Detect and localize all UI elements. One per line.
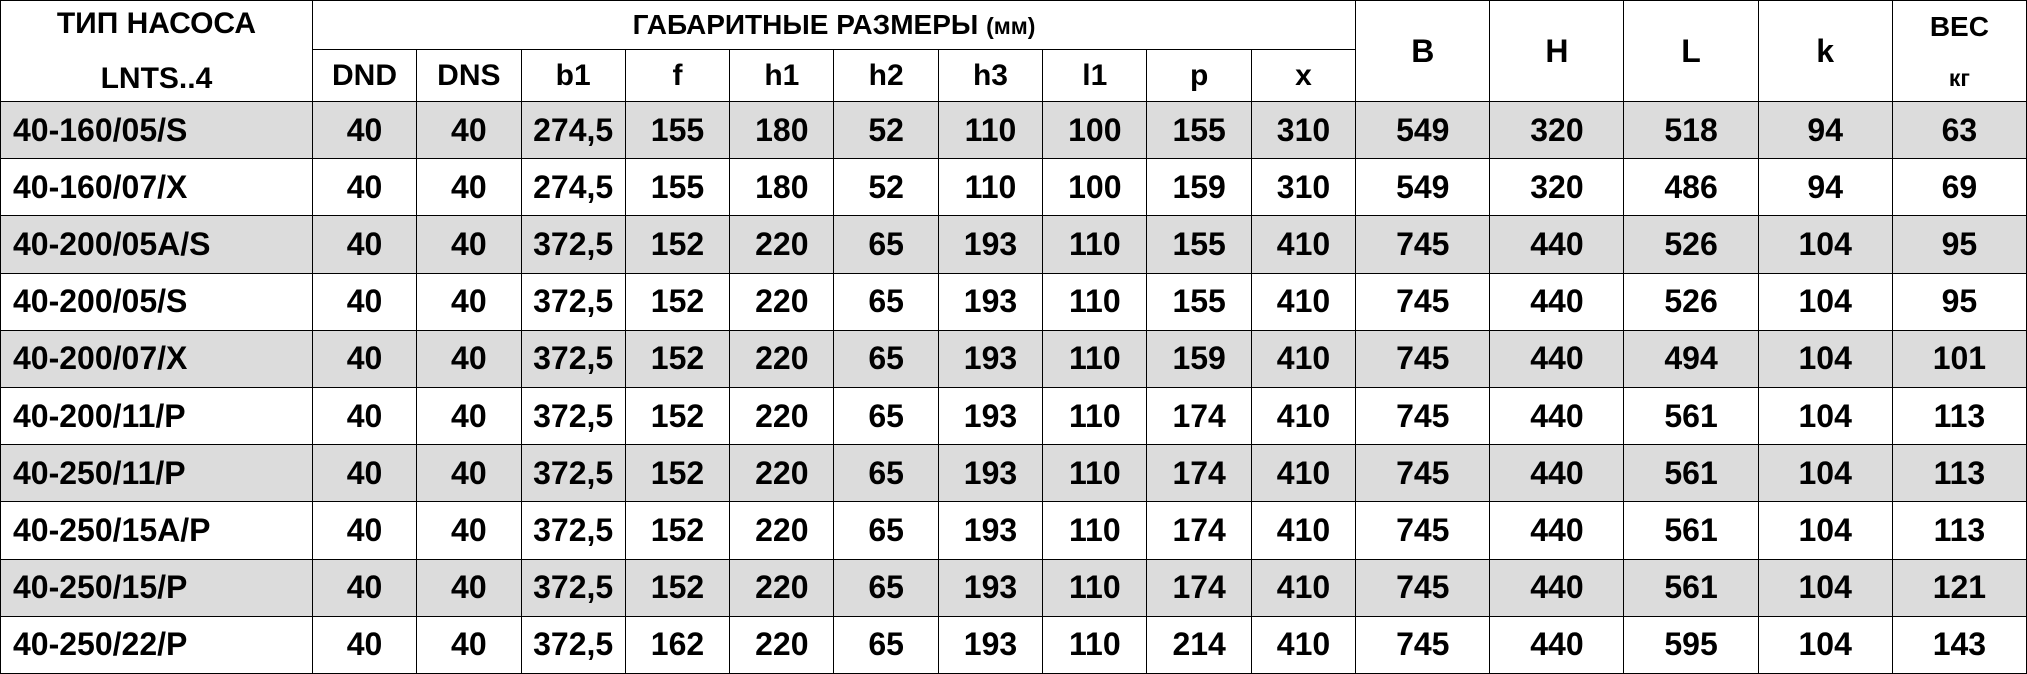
cell-h1: 220 <box>730 616 834 673</box>
header-col-k: k <box>1758 1 1892 102</box>
cell-l1: 110 <box>1043 616 1147 673</box>
cell-x: 410 <box>1251 502 1355 559</box>
cell-l1: 110 <box>1043 216 1147 273</box>
header-col-p: p <box>1147 50 1251 102</box>
cell-B: 745 <box>1356 616 1490 673</box>
cell-pump-model: 40-200/11/P <box>1 387 313 444</box>
cell-h3: 193 <box>938 330 1042 387</box>
cell-k: 104 <box>1758 387 1892 444</box>
cell-h2: 65 <box>834 273 938 330</box>
header-dimensions-group <box>312 1 1355 50</box>
cell-l1: 100 <box>1043 102 1147 159</box>
cell-DND: 40 <box>312 330 416 387</box>
cell-h1: 220 <box>730 216 834 273</box>
cell-h3: 193 <box>938 216 1042 273</box>
table-row <box>1 330 2027 387</box>
header-col-l1: l1 <box>1043 50 1147 102</box>
cell-DND: 40 <box>312 273 416 330</box>
cell-DNS: 40 <box>417 273 521 330</box>
header-col-x: x <box>1251 50 1355 102</box>
table-row <box>1 273 2027 330</box>
cell-H: 440 <box>1490 330 1624 387</box>
cell-x: 310 <box>1251 159 1355 216</box>
cell-f: 152 <box>625 330 729 387</box>
cell-h1: 220 <box>730 559 834 616</box>
cell-b1: 372,5 <box>521 330 625 387</box>
cell-DNS: 40 <box>417 445 521 502</box>
cell-l1: 110 <box>1043 559 1147 616</box>
cell-f: 152 <box>625 273 729 330</box>
table-row <box>1 387 2027 444</box>
table-row <box>1 216 2027 273</box>
cell-DND: 40 <box>312 616 416 673</box>
cell-p: 159 <box>1147 330 1251 387</box>
cell-DND: 40 <box>312 387 416 444</box>
cell-L: 561 <box>1624 387 1758 444</box>
cell-DNS: 40 <box>417 216 521 273</box>
cell-f: 152 <box>625 502 729 559</box>
table-header <box>1 1 2027 102</box>
cell-H: 320 <box>1490 102 1624 159</box>
header-col-h1: h1 <box>730 50 834 102</box>
cell-h1: 220 <box>730 387 834 444</box>
header-col-H: H <box>1490 1 1624 102</box>
cell-h1: 220 <box>730 273 834 330</box>
cell-weight: 113 <box>1892 502 2026 559</box>
cell-L: 561 <box>1624 559 1758 616</box>
header-weight-title: ВЕС <box>1929 10 1989 42</box>
cell-x: 410 <box>1251 273 1355 330</box>
cell-l1: 110 <box>1043 387 1147 444</box>
cell-x: 410 <box>1251 559 1355 616</box>
cell-h2: 65 <box>834 616 938 673</box>
cell-B: 745 <box>1356 559 1490 616</box>
cell-h2: 65 <box>834 502 938 559</box>
cell-weight: 63 <box>1892 102 2026 159</box>
cell-L: 595 <box>1624 616 1758 673</box>
table-row <box>1 616 2027 673</box>
cell-DNS: 40 <box>417 330 521 387</box>
cell-k: 104 <box>1758 445 1892 502</box>
cell-h2: 65 <box>834 330 938 387</box>
cell-x: 410 <box>1251 387 1355 444</box>
cell-pump-model: 40-200/05/S <box>1 273 313 330</box>
cell-B: 745 <box>1356 216 1490 273</box>
cell-l1: 110 <box>1043 330 1147 387</box>
cell-b1: 372,5 <box>521 445 625 502</box>
cell-H: 440 <box>1490 387 1624 444</box>
cell-b1: 372,5 <box>521 616 625 673</box>
header-row-top <box>1 1 2027 50</box>
cell-H: 440 <box>1490 616 1624 673</box>
cell-B: 745 <box>1356 445 1490 502</box>
cell-H: 440 <box>1490 502 1624 559</box>
cell-DNS: 40 <box>417 159 521 216</box>
cell-h3: 193 <box>938 559 1042 616</box>
header-col-DND: DND <box>312 50 416 102</box>
cell-b1: 274,5 <box>521 159 625 216</box>
cell-p: 155 <box>1147 216 1251 273</box>
cell-x: 410 <box>1251 330 1355 387</box>
cell-H: 440 <box>1490 216 1624 273</box>
header-pump-type <box>1 1 313 102</box>
cell-h3: 193 <box>938 502 1042 559</box>
cell-B: 745 <box>1356 387 1490 444</box>
cell-k: 104 <box>1758 616 1892 673</box>
cell-pump-model: 40-250/22/P <box>1 616 313 673</box>
cell-h2: 65 <box>834 445 938 502</box>
cell-L: 518 <box>1624 102 1758 159</box>
cell-DND: 40 <box>312 102 416 159</box>
cell-B: 745 <box>1356 330 1490 387</box>
cell-h1: 220 <box>730 330 834 387</box>
cell-f: 152 <box>625 559 729 616</box>
cell-k: 104 <box>1758 502 1892 559</box>
cell-weight: 95 <box>1892 273 2026 330</box>
cell-DND: 40 <box>312 502 416 559</box>
cell-p: 155 <box>1147 273 1251 330</box>
cell-k: 94 <box>1758 102 1892 159</box>
cell-l1: 110 <box>1043 502 1147 559</box>
cell-L: 486 <box>1624 159 1758 216</box>
cell-h2: 52 <box>834 159 938 216</box>
cell-k: 104 <box>1758 559 1892 616</box>
cell-L: 561 <box>1624 502 1758 559</box>
cell-h2: 52 <box>834 102 938 159</box>
table-row <box>1 159 2027 216</box>
cell-f: 152 <box>625 216 729 273</box>
cell-H: 440 <box>1490 445 1624 502</box>
cell-H: 440 <box>1490 559 1624 616</box>
header-weight <box>1892 1 2026 102</box>
cell-h3: 193 <box>938 616 1042 673</box>
cell-h3: 193 <box>938 445 1042 502</box>
cell-b1: 372,5 <box>521 559 625 616</box>
cell-pump-model: 40-200/07/X <box>1 330 313 387</box>
cell-DND: 40 <box>312 445 416 502</box>
cell-p: 155 <box>1147 102 1251 159</box>
cell-h1: 220 <box>730 445 834 502</box>
cell-H: 320 <box>1490 159 1624 216</box>
cell-x: 410 <box>1251 216 1355 273</box>
cell-l1: 100 <box>1043 159 1147 216</box>
cell-DND: 40 <box>312 159 416 216</box>
cell-DNS: 40 <box>417 616 521 673</box>
cell-weight: 101 <box>1892 330 2026 387</box>
cell-L: 494 <box>1624 330 1758 387</box>
table-row <box>1 445 2027 502</box>
cell-pump-model: 40-160/05/S <box>1 102 313 159</box>
cell-DNS: 40 <box>417 387 521 444</box>
header-pump-type-title: ТИП НАСОСА <box>56 7 257 40</box>
cell-B: 549 <box>1356 159 1490 216</box>
cell-b1: 372,5 <box>521 273 625 330</box>
cell-B: 745 <box>1356 273 1490 330</box>
cell-weight: 69 <box>1892 159 2026 216</box>
cell-weight: 95 <box>1892 216 2026 273</box>
cell-DND: 40 <box>312 559 416 616</box>
cell-p: 174 <box>1147 387 1251 444</box>
header-col-h2: h2 <box>834 50 938 102</box>
cell-b1: 372,5 <box>521 216 625 273</box>
cell-f: 152 <box>625 445 729 502</box>
cell-weight: 113 <box>1892 387 2026 444</box>
cell-x: 310 <box>1251 102 1355 159</box>
cell-B: 549 <box>1356 102 1490 159</box>
cell-h1: 180 <box>730 159 834 216</box>
cell-H: 440 <box>1490 273 1624 330</box>
table-row <box>1 502 2027 559</box>
header-col-b1: b1 <box>521 50 625 102</box>
cell-b1: 274,5 <box>521 102 625 159</box>
header-col-L: L <box>1624 1 1758 102</box>
header-col-B: B <box>1356 1 1490 102</box>
cell-p: 174 <box>1147 559 1251 616</box>
cell-k: 104 <box>1758 330 1892 387</box>
cell-pump-model: 40-250/15A/P <box>1 502 313 559</box>
cell-DNS: 40 <box>417 502 521 559</box>
cell-l1: 110 <box>1043 273 1147 330</box>
table-row <box>1 559 2027 616</box>
cell-b1: 372,5 <box>521 387 625 444</box>
header-dimensions-title: ГАБАРИТНЫЕ РАЗМЕРЫ <box>632 9 979 40</box>
cell-h2: 65 <box>834 216 938 273</box>
cell-pump-model: 40-160/07/X <box>1 159 313 216</box>
cell-B: 745 <box>1356 502 1490 559</box>
cell-k: 104 <box>1758 273 1892 330</box>
cell-L: 526 <box>1624 216 1758 273</box>
cell-weight: 113 <box>1892 445 2026 502</box>
header-weight-unit: кг <box>1948 64 1970 91</box>
cell-p: 174 <box>1147 445 1251 502</box>
cell-h2: 65 <box>834 559 938 616</box>
cell-k: 94 <box>1758 159 1892 216</box>
cell-DND: 40 <box>312 216 416 273</box>
cell-L: 526 <box>1624 273 1758 330</box>
cell-l1: 110 <box>1043 445 1147 502</box>
cell-L: 561 <box>1624 445 1758 502</box>
header-col-h3: h3 <box>938 50 1042 102</box>
cell-h3: 193 <box>938 387 1042 444</box>
cell-weight: 143 <box>1892 616 2026 673</box>
cell-h3: 110 <box>938 159 1042 216</box>
table-row <box>1 102 2027 159</box>
cell-p: 159 <box>1147 159 1251 216</box>
cell-h1: 180 <box>730 102 834 159</box>
header-col-f: f <box>625 50 729 102</box>
cell-h2: 65 <box>834 387 938 444</box>
cell-x: 410 <box>1251 616 1355 673</box>
cell-pump-model: 40-250/15/P <box>1 559 313 616</box>
header-col-DNS: DNS <box>417 50 521 102</box>
cell-pump-model: 40-200/05A/S <box>1 216 313 273</box>
cell-p: 174 <box>1147 502 1251 559</box>
header-dimensions-unit: (мм) <box>986 13 1036 39</box>
cell-f: 155 <box>625 159 729 216</box>
cell-f: 155 <box>625 102 729 159</box>
cell-k: 104 <box>1758 216 1892 273</box>
cell-h1: 220 <box>730 502 834 559</box>
cell-f: 152 <box>625 387 729 444</box>
cell-f: 162 <box>625 616 729 673</box>
cell-h3: 193 <box>938 273 1042 330</box>
cell-pump-model: 40-250/11/P <box>1 445 313 502</box>
header-pump-type-subtitle: LNTS..4 <box>100 62 213 95</box>
cell-x: 410 <box>1251 445 1355 502</box>
cell-weight: 121 <box>1892 559 2026 616</box>
cell-DNS: 40 <box>417 102 521 159</box>
cell-p: 214 <box>1147 616 1251 673</box>
table-body <box>1 102 2027 674</box>
cell-DNS: 40 <box>417 559 521 616</box>
cell-h3: 110 <box>938 102 1042 159</box>
cell-b1: 372,5 <box>521 502 625 559</box>
